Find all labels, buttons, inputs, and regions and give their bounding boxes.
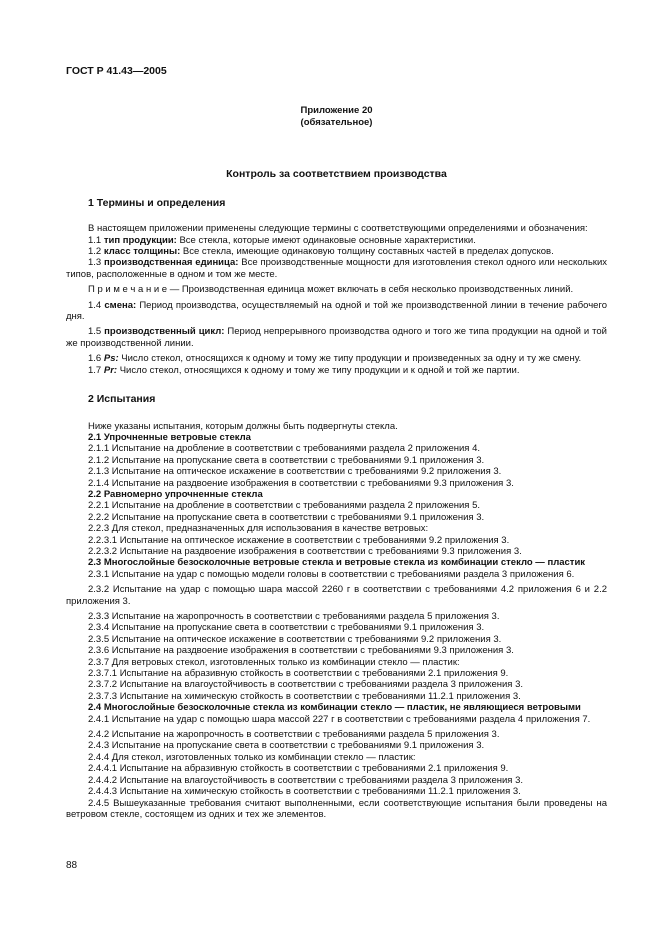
term-number: 1.6 [88, 353, 104, 365]
term-number: 1.1 [88, 234, 104, 246]
item-2-3-1: 2.3.1 Испытание на удар с помощью модели головы в соответствии с требованиями раздела 3 приложения 6. [88, 568, 575, 580]
item-2-2-2: 2.2.2 Испытание на пропускание света в соответствии с требованиями 9.1 приложения 3. [88, 511, 485, 523]
item-2-3-7-1: 2.3.7.1 Испытание на абразивную стойкость в соответствии с требованиями 2.1 приложения 9. [88, 668, 509, 680]
item-2-3-7: 2.3.7 Для ветровых стекол, изготовленных только из комбинации стекло — пластик: [88, 656, 460, 668]
item-2-1-4: 2.1.4 Испытание на раздвоение изображения в соответствии с требованиями 9.3 приложения 3. [88, 477, 514, 489]
item-2-3-7-2: 2.3.7.2 Испытание на влагоустойчивость в соответствии с требованиями раздела 3 приложения 3. [88, 679, 523, 691]
item-2-2-3-2: 2.2.3.2 Испытание на раздвоение изображения в соответствии с требованиями 9.3 приложения 3. [88, 545, 522, 557]
section-2-heading: 2 Испытания [88, 393, 156, 406]
subsection-2-1: 2.1 Упрочненные ветровые стекла [88, 431, 251, 443]
term-1-3 [66, 257, 607, 280]
subsection-2-4: 2.4 Многослойные безосколочные стекла из комбинации стекло — пластик, не являющиеся ветровыми [88, 702, 581, 714]
item-2-4-4-2: 2.4.4.2 Испытание на влагоустойчивость в соответствии с требованиями раздела 3 приложения 3. [88, 774, 523, 786]
item-2-1-3: 2.1.3 Испытание на оптическое искажение в соответствии с требованиями 9.2 приложения 3. [88, 466, 502, 478]
annex-title: Контроль за соответствием производства [226, 168, 447, 181]
term-1-4 [66, 300, 607, 323]
item-2-3-2: 2.3.2 Испытание на удар с помощью шара массой 2260 г в соответствии с требованиями 4.2 приложения 6 и 2.2 приложения 3. [66, 584, 607, 607]
item-2-4-2: 2.4.2 Испытание на жаропрочность в соответствии с требованиями раздела 5 приложения 3. [88, 729, 500, 741]
term-number: 1.2 [88, 246, 104, 258]
note-text: — Производственная единица может включать в себя несколько производственных линий. [167, 284, 574, 296]
section-1-intro: В настоящем приложении применены следующие термины с соответствующими определениями и обозначения: [88, 223, 588, 235]
subsection-2-3: 2.3 Многослойные безосколочные ветровые стекла и ветровые стекла из комбинации стекло — пластик [88, 557, 586, 569]
item-2-3-3: 2.3.3 Испытание на жаропрочность в соответствии с требованиями раздела 5 приложения 3. [88, 611, 500, 622]
term-text: Число стекол, относящихся к одному и тому же типу продукции и произведенных за одну и ту же смену. [118, 353, 582, 365]
item-2-2-3-1: 2.2.3.1 Испытание на оптическое искажение в соответствии с требованиями 9.2 приложения 3. [88, 534, 510, 546]
item-2-4-5: 2.4.5 Вышеуказанные требования считают выполненными, если соответствующие испытания были проведены на ветровом стекле, состоящем из одних и тех же элементов. [66, 797, 607, 820]
term-text: Все производственные мощности для изготовления стекол одного или нескольких типов, расположенные в одном и том же месте. [66, 257, 608, 280]
item-2-3-7-3: 2.3.7.3 Испытание на химическую стойкость в соответствии с требованиями 11.2.1 приложения 3. [88, 690, 521, 702]
term-number: 1.7 [88, 364, 104, 376]
item-2-3-6: 2.3.6 Испытание на раздвоение изображения в соответствии с требованиями 9.3 приложения 3. [88, 645, 514, 657]
term-name: производственный цикл: [104, 326, 225, 338]
annex-heading [66, 105, 607, 129]
term-1-7 [66, 365, 607, 376]
term-text: Все стекла, которые имеют одинаковые основные характеристики. [176, 234, 476, 246]
item-2-2-1: 2.2.1 Испытание на дробление в соответствии с требованиями раздела 2 приложения 5. [88, 500, 481, 512]
term-1-5 [66, 326, 607, 349]
term-name: Pr: [103, 364, 118, 376]
term-text: Период производства, осуществляемый на одной и той же производственной линии в течение рабочего дня. [66, 299, 607, 323]
gost-number: ГОСТ Р 41.43—2005 [66, 65, 167, 77]
item-2-3-5: 2.3.5 Испытание на оптическое искажение в соответствии с требованиями 9.2 приложения 3. [88, 633, 502, 645]
annex-status: (обязательное) [300, 117, 373, 129]
term-text: Период непрерывного производства одного и того же типа продукции на одной и той же производственной линии. [66, 326, 607, 349]
term-name: Ps: [103, 353, 119, 365]
term-1-6 [66, 353, 607, 364]
item-2-1-1: 2.1.1 Испытание на дробление в соответствии с требованиями раздела 2 приложения 4. [88, 443, 481, 455]
term-number: 1.5 [88, 326, 105, 338]
term-number: 1.4 [88, 299, 105, 311]
term-name: производственная единица: [104, 257, 239, 269]
term-name: смена: [104, 299, 137, 311]
item-2-4-3: 2.4.3 Испытание на пропускание света в соответствии с требованиями 9.1 приложения 3. [88, 740, 485, 752]
annex-number: Приложение 20 [300, 105, 373, 117]
item-2-3-4: 2.3.4 Испытание на пропускание света в соответствии с требованиями 9.1 приложения 3. [88, 622, 485, 634]
term-1-1 [66, 235, 607, 246]
note [66, 284, 607, 295]
item-2-4-4-3: 2.4.4.3 Испытание на химическую стойкость в соответствии с требованиями 11.2.1 приложения 3. [88, 786, 521, 798]
note-label: П р и м е ч а н и е [88, 284, 168, 296]
page-number: 88 [66, 860, 78, 871]
term-name: тип продукции: [103, 234, 177, 246]
item-2-4-4-1: 2.4.4.1 Испытание на абразивную стойкость в соответствии с требованиями 2.1 приложения 9. [88, 763, 509, 775]
term-text: Все стекла, имеющие одинаковую толщину составных частей в пределах допусков. [180, 246, 554, 258]
section-1-heading: 1 Термины и определения [88, 196, 226, 209]
term-name: класс толщины: [103, 246, 181, 258]
term-number: 1.3 [88, 257, 105, 269]
item-2-4-4: 2.4.4 Для стекол, изготовленных только из комбинации стекло — пластик: [88, 751, 416, 763]
term-text: Число стекол, относящихся к одному и тому же типу продукции и к одной и той же партии. [117, 364, 520, 376]
item-2-4-1: 2.4.1 Испытание на удар с помощью шара массой 227 г в соответствии с требованиями раздела 4 приложения 7. [88, 713, 591, 725]
item-2-1-2: 2.1.2 Испытание на пропускание света в соответствии с требованиями 9.1 приложения 3. [88, 454, 485, 466]
item-2-2-3: 2.2.3 Для стекол, предназначенных для использования в качестве ветровых: [88, 523, 429, 535]
term-1-2 [66, 246, 607, 257]
section-2-intro: Ниже указаны испытания, которым должны быть подвергнуты стекла. [88, 420, 398, 432]
subsection-2-2: 2.2 Равномерно упрочненные стекла [88, 488, 263, 500]
